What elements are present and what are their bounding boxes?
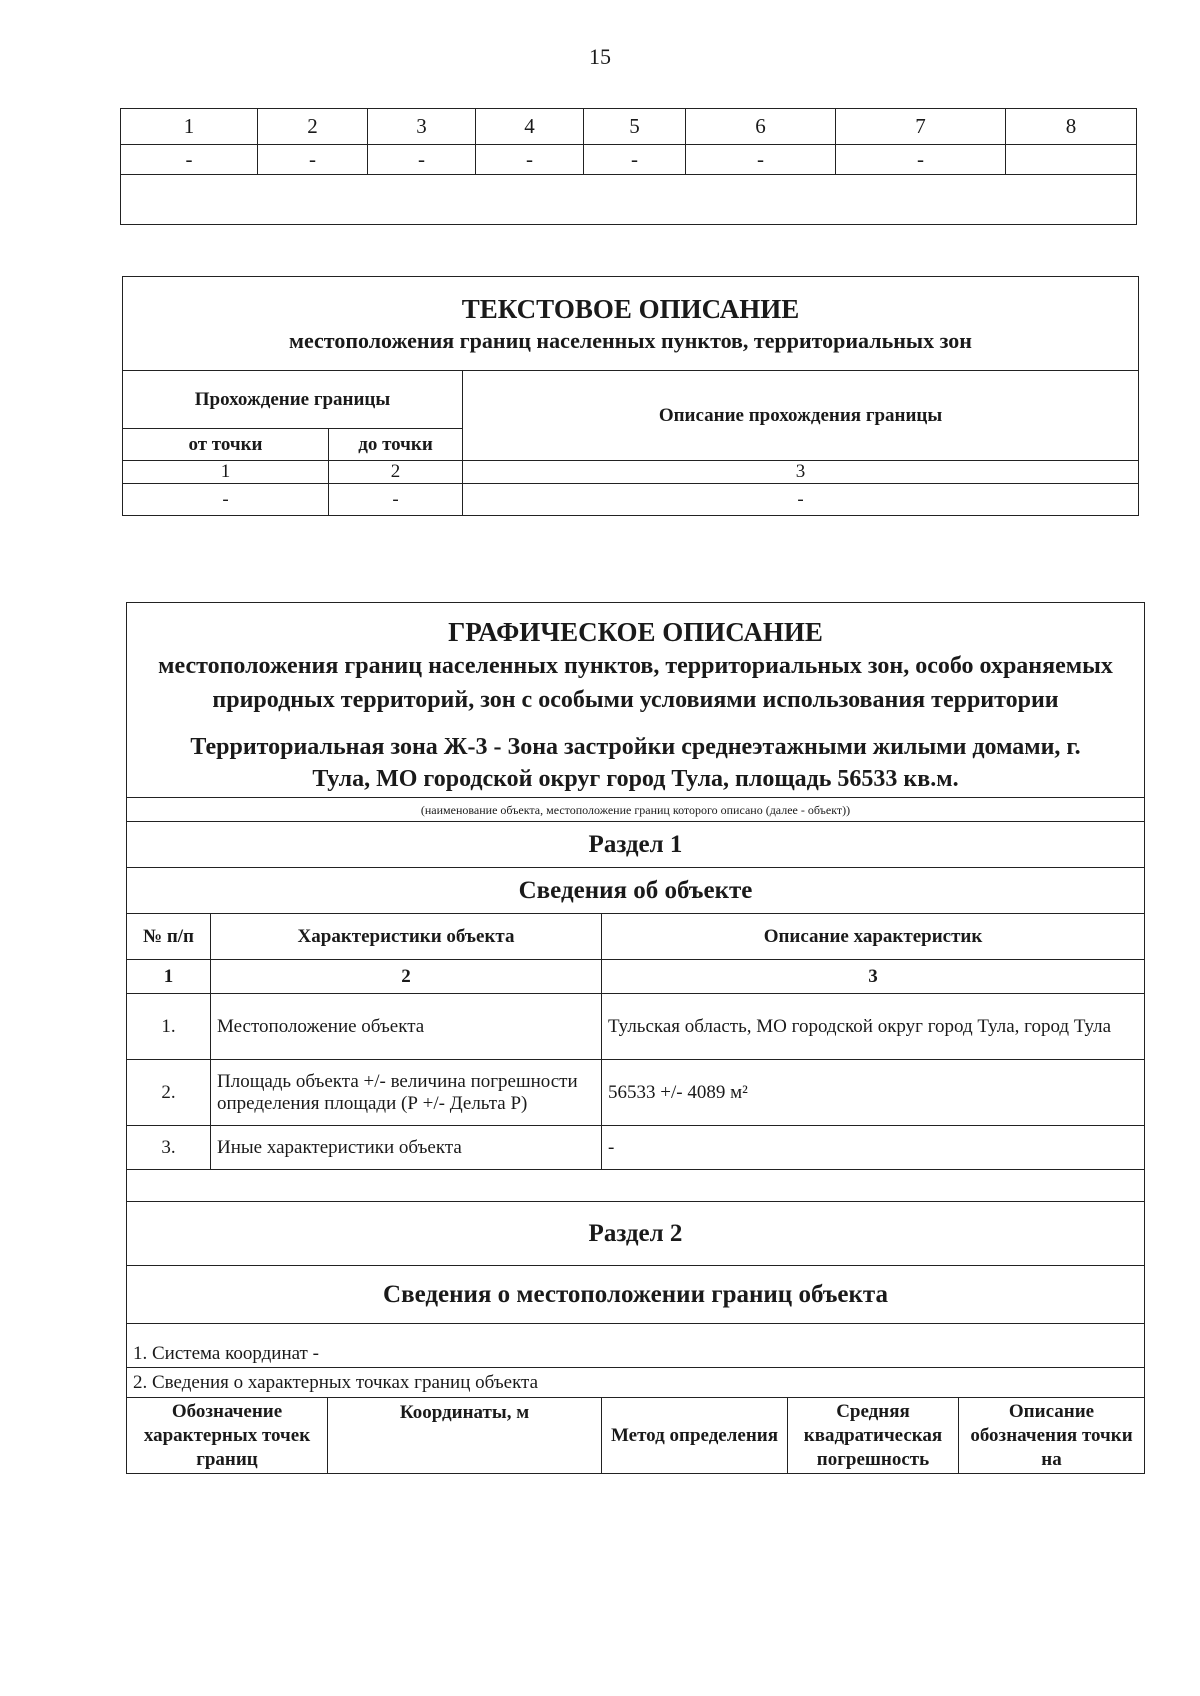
empty-row [121,175,1137,225]
coordinate-system: 1. Система координат - [127,1324,1145,1368]
column-number: 3 [463,461,1139,484]
empty-row [127,1170,1145,1202]
column-number: 2 [211,960,602,994]
row-number: 1. [127,994,211,1060]
column-number: 2 [258,109,368,145]
points-info: 2. Сведения о характерных точках границ объекта [127,1368,1145,1398]
section1-title: Раздел 1 [127,822,1145,868]
table-cell: - [836,145,1006,175]
column-number: 2 [329,461,463,484]
table-cell: - [121,145,258,175]
page-number: 15 [589,44,611,69]
object-name-note: (наименование объекта, местоположение границ которого описано (далее - объект)) [127,798,1145,822]
column-number: 1 [121,109,258,145]
graphic-description-title: ГРАФИЧЕСКОЕ ОПИСАНИЕ [448,617,823,647]
header-characteristics: Характеристики объекта [211,914,602,960]
column-number: 5 [584,109,686,145]
table-cell: - [123,484,329,516]
table-cell: - [258,145,368,175]
from-point-header: от точки [123,429,329,461]
section2-subtitle: Сведения о местоположении границ объекта [127,1266,1145,1324]
table-cell: - [463,484,1139,516]
row-number: 3. [127,1126,211,1170]
description-header: Описание прохождения границы [463,371,1139,461]
table-cell: - [476,145,584,175]
header-number: № п/п [127,914,211,960]
text-description-subtitle: местоположения границ населенных пунктов, территориальных зон [289,327,972,353]
column-number: 7 [836,109,1006,145]
section2-title: Раздел 2 [127,1202,1145,1266]
column-number: 6 [686,109,836,145]
column-number: 4 [476,109,584,145]
continuation-table [120,108,1137,225]
table-cell: - [368,145,476,175]
table-cell: - [686,145,836,175]
graphic-description-table [126,602,1145,1474]
header-method: Метод определения [602,1398,788,1474]
object-name: Территориальная зона Ж-3 - Зона застройки среднеэтажными жилыми домами, г. Тула, МО городской округ город Тула, площадь 56533 кв.м. [190,734,1081,792]
column-number: 3 [602,960,1145,994]
header-description: Описание характеристик [602,914,1145,960]
header-mean-error: Средняя квадратическая погрешность [788,1398,959,1474]
characteristic-name: Иные характеристики объекта [211,1126,602,1170]
text-description-table [122,276,1139,516]
characteristic-value: 56533 +/- 4089 м² [602,1060,1145,1126]
to-point-header: до точки [329,429,463,461]
header-coordinates: Координаты, м [328,1398,602,1474]
table-cell [1006,145,1137,175]
header-point-description: Описание обозначения точки на [959,1398,1145,1474]
characteristic-value: Тульская область, МО городской округ город Тула, город Тула [602,994,1145,1060]
characteristic-name: Площадь объекта +/- величина погрешности определения площади (Р +/- Дельта Р) [211,1060,602,1126]
column-number: 1 [123,461,329,484]
column-number: 3 [368,109,476,145]
characteristic-name: Местоположение объекта [211,994,602,1060]
passage-header: Прохождение границы [123,371,463,429]
characteristic-value: - [602,1126,1145,1170]
table-cell: - [584,145,686,175]
column-number: 8 [1006,109,1137,145]
column-number: 1 [127,960,211,994]
row-number: 2. [127,1060,211,1126]
graphic-description-subtitle: местоположения границ населенных пунктов, территориальных зон, особо охраняемых природных территорий, зон с особыми условиями использования территории [158,653,1113,713]
table-cell: - [329,484,463,516]
section1-subtitle: Сведения об объекте [127,868,1145,914]
text-description-title: ТЕКСТОВОЕ ОПИСАНИЕ [461,293,800,324]
header-point-designation: Обозначение характерных точек границ [127,1398,328,1474]
